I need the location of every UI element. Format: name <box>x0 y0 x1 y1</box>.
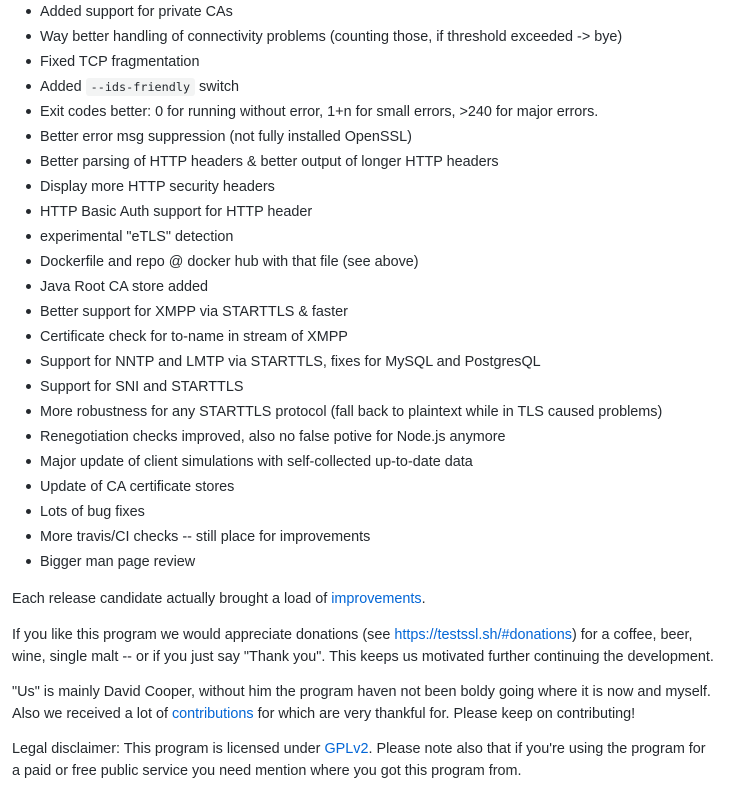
paragraph-text: "Us" is mainly David Cooper, without him the program haven not been boldy going where it is now and myself. <box>12 684 711 700</box>
list-item: Major update of client simulations with self-collected up-to-date data <box>40 451 752 476</box>
list-item: Fixed TCP fragmentation <box>40 51 752 76</box>
donations-paragraph <box>12 624 724 668</box>
release-paragraph <box>12 588 724 610</box>
list-item: experimental "eTLS" detection <box>40 226 752 251</box>
changelog-list <box>12 1 752 576</box>
list-item: Support for NNTP and LMTP via STARTTLS, fixes for MySQL and PostgresQL <box>40 351 752 376</box>
list-item: Dockerfile and repo @ docker hub with that file (see above) <box>40 251 752 276</box>
donations-link[interactable]: https://testssl.sh/#donations <box>394 627 572 643</box>
list-item: Bigger man page review <box>40 551 752 576</box>
gplv2-link[interactable]: GPLv2 <box>324 741 369 757</box>
paragraph-text: for which are very thankful for. Please keep on contributing! <box>253 706 636 722</box>
list-item: Support for SNI and STARTTLS <box>40 376 752 401</box>
list-item: Way better handling of connectivity problems (counting those, if threshold exceeded -> bye) <box>40 26 752 51</box>
paragraph-text: a paid or free public service you need mention where you got this program from. <box>12 763 522 779</box>
paragraph-text: Legal disclaimer: This program is licensed under <box>12 741 325 757</box>
paragraph-text: Each release candidate actually brought a load of <box>12 591 332 607</box>
list-item: Lots of bug fixes <box>40 501 752 526</box>
legal-paragraph <box>12 738 724 782</box>
list-item: Display more HTTP security headers <box>40 176 752 201</box>
list-item <box>40 76 752 101</box>
list-item: Exit codes better: 0 for running without error, 1+n for small errors, >240 for major errors. <box>40 101 752 126</box>
list-item: Better support for XMPP via STARTTLS & faster <box>40 301 752 326</box>
list-item: Certificate check for to-name in stream of XMPP <box>40 326 752 351</box>
list-item-text: switch <box>195 79 240 95</box>
list-item: Update of CA certificate stores <box>40 476 752 501</box>
paragraph-text: If you like this program we would appreciate donations (see <box>12 627 395 643</box>
paragraph-text: . <box>421 591 426 607</box>
list-item: More travis/CI checks -- still place for improvements <box>40 526 752 551</box>
paragraph-text: ) for a coffee, beer, <box>571 627 693 643</box>
contributions-link[interactable]: contributions <box>171 706 254 722</box>
paragraph-text: wine, single malt -- or if you just say "Thank you". This keeps us motivated further continuing the development. <box>12 649 714 665</box>
improvements-link[interactable]: improvements <box>331 591 422 607</box>
paragraph-text: . Please note also that if you're using the program for <box>368 741 706 757</box>
list-item: Renegotiation checks improved, also no false potive for Node.js anymore <box>40 426 752 451</box>
paragraph-text: Also we received a lot of <box>12 706 172 722</box>
list-item: Java Root CA store added <box>40 276 752 301</box>
list-item: Added support for private CAs <box>40 1 752 26</box>
list-item: Better error msg suppression (not fully installed OpenSSL) <box>40 126 752 151</box>
list-item: Better parsing of HTTP headers & better output of longer HTTP headers <box>40 151 752 176</box>
list-item-text: Added <box>40 79 86 95</box>
ids-friendly-code: --ids-friendly <box>86 78 195 96</box>
list-item: HTTP Basic Auth support for HTTP header <box>40 201 752 226</box>
list-item: More robustness for any STARTTLS protocol (fall back to plaintext while in TLS caused problems) <box>40 401 752 426</box>
us-paragraph <box>12 681 724 725</box>
